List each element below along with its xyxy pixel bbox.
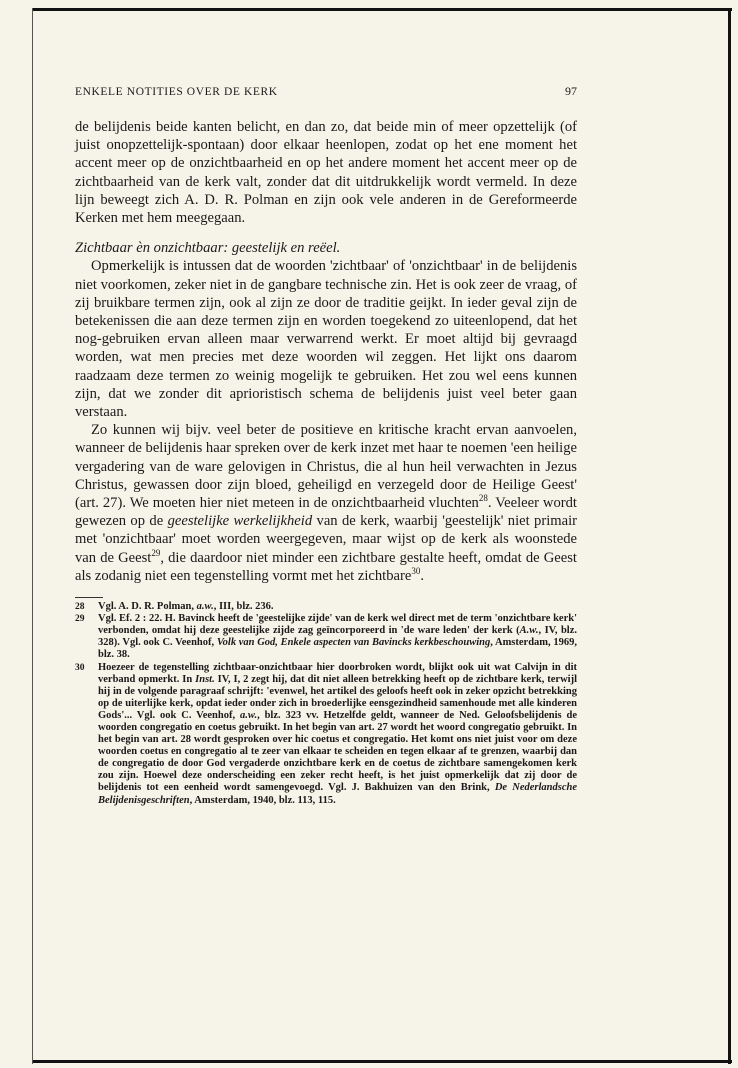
- running-header: [75, 84, 577, 108]
- paragraph-3-text: , die daardoor niet minder een zichtbare gestalte heeft, omdat de Geest als zodanig niet een tegenstelling vormt met het zichtbare: [75, 549, 577, 584]
- footnotes: [75, 601, 577, 807]
- page-border-bottom: [32, 1060, 732, 1063]
- footnote-29: [75, 613, 577, 661]
- paragraph-3-text: van de kerk, waarbij 'geestelijk' niet primair met 'onzichtbaar' moet worden weergegeven, maar wijst op de kerk als woonstede van de Geest: [75, 513, 578, 566]
- page-border-top: [32, 8, 732, 11]
- paragraph-3: [75, 421, 577, 585]
- running-title: ENKELE NOTITIES OVER DE KERK: [75, 86, 278, 98]
- footnote-rule: [75, 597, 103, 598]
- book-page: [75, 84, 577, 807]
- paragraph-3-text: .: [420, 567, 425, 584]
- paragraph-3-text: Zo kunnen wij bijv. veel beter de positieve en kritische kracht ervan aanvoelen, wanneer de belijdenis haar spreken over de kerk inzet met haar te noemen 'een heilige vergadering van de ware gelovigen in Christus, die al hun heil verwachten in Jezus Christus, gewassen door zijn bloed, geheiligd en verzegeld door de Heilige Geest' (art. 27). We moeten hier niet meteen in de onzichtbaarheid vluchten: [75, 422, 577, 512]
- footnote-28: [75, 601, 577, 613]
- page-border-right: [728, 8, 731, 1064]
- footnote-text: Hoezeer de tegenstelling zichtbaar-onzichtbaar hier doorbroken wordt, blijkt ook uit wat Calvijn in dit verband opmerkt. In Inst. IV, I, 2 zegt hij, dat dit niet alleen betrekking heeft op de zichtbare kerk, terwijl hij in de volgende paragraaf schrijft: 'evenwel, het artikel des geloofs heeft ook in zeker opzicht betrekking op de uiterlijke kerk, opdat ieder onder zich in broederlijke eensgezindheid samenhoude met alle kinderen Gods'... Vgl. ook C. Veenhof, a.w., blz. 323 vv. Hetzelfde geldt, wanneer de Ned. Geloofsbelijdenis de woorden congregatio en coetus gebruikt. In het begin van art. 27 wordt het woord congregatio gebruikt. In het begin van art. 28 wordt gesproken over hic coetus et congregatio. Het komt ons niet juist voor om deze woorden coetus en congregatio al te zeer van elkaar te scheiden en tegen elkaar af te grenzen, waarbij dan de congregatio de door God vergaderde onzichtbare kerk en de coetus de zichtbare samengekomen kerk zou zijn. Hoewel deze onderscheiding een zeker recht heeft, is het juist opmerkelijk dat zij door de belijdenis tot een eenheid wordt samengevoegd. Vgl. J. Bakhuizen van den Brink, De Nederlandsche Belijdenisgeschriften, Amsterdam, 1940, blz. 113, 115.: [98, 661, 578, 806]
- intro-paragraph: de belijdenis beide kanten belicht, en dan zo, dat beide min of meer opzettelijk (of juist onopzettelijk-spontaan) door elkaar heenlopen, zodat op het ene moment het accent meer op de onzichtbaarheid en op het andere moment het accent meer op de zichtbaarheid van de kerk valt, zonder dat dit uitdrukkelijk wordt vermeld. In deze lijn beweegt zich A. D. R. Polman en zijn ook vele anderen in de Gereformeerde Kerken met hem meegegaan.: [75, 119, 577, 227]
- paragraph-2: Opmerkelijk is intussen dat de woorden 'zichtbaar' of 'onzichtbaar' in de belijdenis niet voorkomen, zeker niet in de gangbare technische zin. Het is ook zeer de vraag, of zij bruikbare termen zijn, ook al zijn ze door de traditie geijkt. In ieder geval zijn de betekenissen die aan deze termen zijn en worden toegekend zo uiteenlopend, dat het nog-gebruiken ervan alleen maar verwarrend werkt. Er moet altijd bij gevraagd worden, wat men precies met deze woorden wil zeggen. Het lijkt ons daarom raadzaam deze termen zo weinig mogelijk te gebruiken. Het zou wel eens kunnen zijn, dat we zonder dit aprioristisch schema de belijdenis juist veel beter gaan verstaan.: [75, 258, 577, 421]
- footnote-number: 30: [75, 662, 85, 673]
- main-text: [75, 118, 577, 585]
- footnote-number: 28: [75, 602, 85, 613]
- footnote-text: Vgl. A. D. R. Polman, a.w., III, blz. 236.: [98, 601, 274, 613]
- page-border-left: [32, 8, 33, 1064]
- emphasis-text: geestelijke werkelijkheid: [167, 513, 313, 530]
- footnote-ref-30: 30: [411, 566, 421, 577]
- page-number: 97: [565, 84, 577, 98]
- footnote-number: 29: [75, 614, 85, 625]
- footnote-ref-29: 29: [151, 547, 161, 558]
- footnote-ref-28: 28: [478, 493, 488, 504]
- footnote-30: [75, 662, 577, 807]
- section-heading: Zichtbaar èn onzichtbaar: geestelijk en reëel.: [75, 240, 341, 257]
- footnote-text: Vgl. Ef. 2 : 22. H. Bavinck heeft de 'geestelijke zijde' van de kerk wel direct met de term 'onzichtbare kerk' verbonden, omdat hij deze geestelijke zijde zag geïncorporeerd in 'de ware leden' der kerk (A.w., IV, blz. 328). Vgl. ook C. Veenhof, Volk van God, Enkele aspecten van Bavincks kerkbeschouwing, Amsterdam, 1969, blz. 38.: [98, 613, 578, 661]
- paragraph-3-text: . Veeleer wordt gewezen op de: [75, 495, 577, 530]
